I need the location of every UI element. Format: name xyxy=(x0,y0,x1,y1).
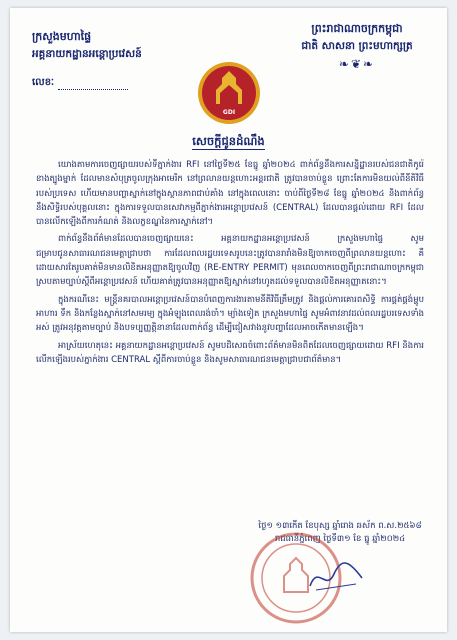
logo-text: GDI xyxy=(222,109,236,116)
document-page xyxy=(10,8,447,632)
reference-label: លេខៈ xyxy=(32,77,55,88)
paragraph-3: ក្នុងករណីនេះ មន្ត្រីនគរបាលអន្តោប្រវេសន៍បានបំពេញការងារតាមនីតិវិធីត្រឹមត្រូវ និងផ្តល់ការគោរពសិទ្ធិ ការផ្គត់ផ្គង់ម្ហូបអាហារ ទឹក និងកន្លែងស្នាក់នៅសមរម្យ ក្នុងអំឡុងពេលរង់ចាំ។ ម្យ៉ាងទៀត ក្រសួងមហាផ្ទៃ សូមអំពាវនាវដល់ពលរដ្ឋបរទេសទាំងអស់ ត្រូវអនុវត្តតាមច្បាប់ និងបទប្បញ្ញត្តិនានាដែលពាក់ព័ន្ធ ដើម្បីជៀសវាងនូវបញ្ហាដែលអាចកើតមានឡើង។ xyxy=(36,294,424,334)
ornament: ❧❦❧ xyxy=(338,57,376,71)
signature xyxy=(306,556,366,596)
reference-dots xyxy=(58,79,128,90)
paragraph-4: អាស្រ័យហេតុនេះ អគ្គនាយកដ្ឋានអន្តោប្រវេសន៍ សូមបដិសេធចំពោះព័ត៌មានមិនពិតដែលចេញផ្សាយដោយ RFI និងការលើកឡើងរបស់ភ្នាក់ងារ CENTRAL ស្តីពីការចាប់ខ្លួន និងសូមសាធារណជនមេត្តាជ្រាបជាព័ត៌មាន។ xyxy=(36,340,424,365)
lunar-date: ថ្ងៃ១ ១៣កើត ខែបុស្ស ឆ្នាំរោង ឆស័ក ព.ស.២៥៦៨ xyxy=(258,521,422,531)
paragraph-2: ពាក់ព័ន្ធនឹងព័ត៌មានដែលបានចេញផ្សាយនេះ អគ្គនាយកដ្ឋានអន្តោប្រវេសន៍ ក្រសួងមហាផ្ទៃ សូមជម្រាបជូនសាធារណជនមេត្តាជ្រាបថា ការដែលពលរដ្ឋបរទេសរូបនេះត្រូវបានរារាំងមិនឱ្យចាកចេញពីព្រលានយន្តហោះ គឺដោយសារតែរូបគាត់មិនមានលិខិតអនុញ្ញាតឱ្យចូលវិញ (RE-ENTRY PERMIT) មុនពេលចាកចេញពីព្រះរាជាណាចក្រកម្ពុជា ស្របតាមច្បាប់ស្តីពីអន្តោប្រវេសន៍ ហើយគាត់ត្រូវបានអនុញ្ញាតឱ្យស្នាក់នៅរហូតដល់ទទួលបានលិខិតអនុញ្ញាតនោះ។ xyxy=(36,234,424,288)
kingdom-name: ព្រះរាជាណាចក្រកម្ពុជា xyxy=(311,22,403,35)
solar-date: រាជធានីភ្នំពេញ ថ្ងៃទី៣១ ខែ ធ្នូ ឆ្នាំ២០២៤ xyxy=(274,534,406,544)
title-text: សេចក្ដីជូនដំណឹង xyxy=(192,134,265,148)
paragraph-1: យោងតាមការចេញផ្សាយរបស់ទីភ្នាក់ងារ RFI នៅថ្ងៃទី២៥ ខែធ្នូ ឆ្នាំ២០២៤ ពាក់ព័ន្ធនឹងការសន្និដ្ឋានរបស់ជនជាតិកូរ៉េខាងត្បូងម្នាក់ ដែលមានសំបុត្រចូលក្រុងអាមេរិក នៅព្រលានយន្តហោះអន្តរជាតិ ត្រូវបានចាប់ខ្លួន ព្រោះតែការមិនយល់ពីនីតិវិធីរបស់ប្រទេស ហើយមានបញ្ហាស្នាក់នៅក្នុងស្ថានភាពជាប់គាំង នៅក្នុងពេលនោះ ចាប់ពីថ្ងៃទី២៨ ខែធ្នូ ឆ្នាំ២០២៤ និងពាក់ព័ន្ធនឹងសិទ្ធិរបស់បុគ្គលនោះ ក្នុងការទទួលបានសេវាកម្មពីភ្នាក់ងារអន្តោប្រវេសន៍ (CENTRAL) ដែលបានផ្តល់ដោយ RFI ដែលបានលើកឡើងពីការកំណត់ និងលក្ខខណ្ឌនៃការស្នាក់នៅ។ xyxy=(36,160,424,228)
ministry-header xyxy=(32,30,182,90)
ministry-name: ក្រសួងមហាផ្ទៃ xyxy=(32,30,92,43)
document-body xyxy=(36,158,424,370)
national-motto: ជាតិ សាសនា ព្រះមហាក្សត្រ xyxy=(301,40,413,52)
reference-number xyxy=(32,75,182,90)
department-name: អគ្គនាយកដ្ឋានអន្តោប្រវេសន៍ xyxy=(32,48,142,60)
department-logo xyxy=(196,60,262,126)
kingdom-header xyxy=(287,22,427,71)
document-title xyxy=(10,134,447,151)
